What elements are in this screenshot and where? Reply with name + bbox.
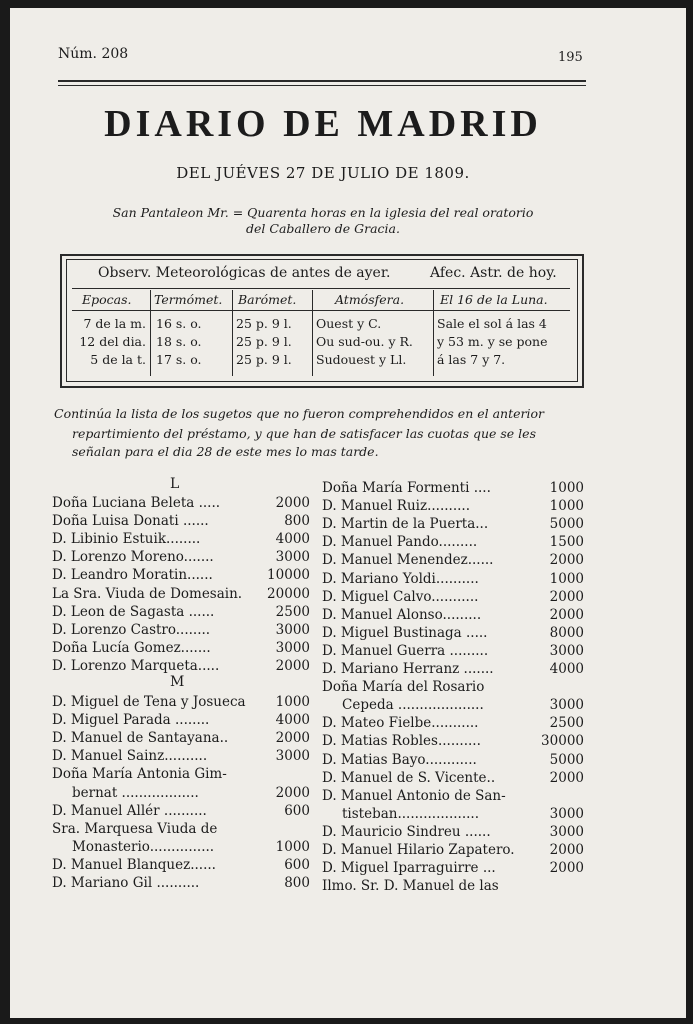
list-item-name: Doña Luisa Donati ...... [52, 513, 209, 530]
date-line: DEL JUÉVES 27 DE JULIO DE 1809. [176, 164, 470, 182]
list-item [322, 534, 584, 552]
weather-termo-2: 18 s. o. [156, 334, 202, 349]
list-item [52, 875, 310, 893]
list-item [322, 770, 584, 788]
list-item-amount: 2000 [549, 860, 584, 877]
list-item [52, 622, 310, 640]
list-item [52, 748, 310, 766]
list-item [52, 730, 310, 748]
weather-baro-2: 25 p. 9 l. [236, 334, 292, 349]
page-number: 195 [558, 50, 583, 65]
list-item-name: Doña María Formenti .... [322, 480, 491, 496]
list-item-name: D. Miguel de Tena y Josueca [52, 694, 246, 710]
list-item-name: D. Manuel Menendez...... [322, 552, 494, 569]
list-item [322, 697, 584, 715]
saint-line-2: del Caballero de Gracia. [246, 221, 400, 236]
list-item [322, 788, 584, 806]
list-item-name: D. Mariano Gil .......... [52, 875, 200, 891]
intro-line-2: repartimiento del préstamo, y que han de satisfacer las cuotas que se les [72, 426, 536, 441]
issue-number: Núm. 208 [58, 46, 129, 62]
header-rule-top [58, 80, 586, 82]
list-item [52, 803, 310, 821]
list-item-amount: 800 [284, 513, 310, 530]
list-item [322, 516, 584, 534]
list-item-amount: 1000 [275, 838, 310, 855]
list-item-name: D. Leandro Moratin...... [52, 567, 213, 584]
list-item-amount: 1000 [549, 498, 584, 515]
list-item [322, 661, 584, 679]
list-item-name: D. Matias Robles.......... [322, 733, 481, 750]
newspaper-page [10, 8, 686, 1018]
weather-heading-right: Afec. Astr. de hoy. [430, 265, 557, 281]
list-item-name: D. Manuel de S. Vicente.. [322, 769, 496, 786]
list-item-amount: 1000 [549, 570, 584, 587]
col-luna: El 16 de la Luna. [440, 292, 548, 307]
list-item [52, 604, 310, 622]
list-item [52, 694, 310, 712]
list-item-name: D. Matias Bayo............ [322, 751, 477, 768]
intro-line-1: Continúa la lista de los sugetos que no fueron comprehendidos en el anterior [54, 406, 544, 421]
list-item-amount: 800 [284, 875, 310, 891]
weather-termo-3: 17 s. o. [156, 352, 202, 367]
list-item-amount: 600 [284, 856, 310, 873]
list-item [322, 480, 584, 498]
list-item-name: Doña Luciana Beleta ..... [52, 495, 221, 511]
list-item-name: D. Lorenzo Marqueta..... [52, 657, 220, 674]
list-item-name: D. Mauricio Sindreu ...... [322, 823, 491, 840]
weather-atmos-2: Ou sud-ou. y R. [316, 334, 413, 349]
list-item-name: D. Mariano Herranz ....... [322, 661, 494, 677]
col-epocas: Epocas. [82, 292, 132, 307]
weather-column-rule [72, 310, 570, 311]
list-item-amount: 10000 [267, 567, 310, 584]
list-item-amount: 8000 [549, 624, 584, 641]
list-item [52, 857, 310, 875]
list-item-name: D. Leon de Sagasta ...... [52, 603, 215, 620]
list-item-name: D. Manuel Alonso......... [322, 606, 482, 623]
list-item [322, 643, 584, 661]
list-item [322, 715, 584, 733]
list-item-name: D. Manuel Blanquez...... [52, 856, 216, 873]
weather-atmos-3: Sudouest y Ll. [316, 352, 407, 367]
list-item [52, 839, 310, 857]
list-item [52, 640, 310, 658]
weather-col-divider-4 [433, 290, 434, 376]
list-item-name: D. Manuel Allér .......... [52, 802, 207, 819]
list-item-amount: 2000 [549, 769, 584, 786]
weather-col-divider-1 [150, 290, 151, 376]
list-item-name: D. Miguel Parada ........ [52, 712, 210, 729]
list-item-name: D. Manuel Hilario Zapatero. [322, 842, 515, 858]
list-item-name: tisteban................... [342, 805, 480, 822]
list-item-amount: 2000 [549, 588, 584, 605]
list-item [52, 821, 310, 839]
list-item-name: Sra. Marquesa Viuda de [52, 820, 218, 837]
list-item-name: D. Martin de la Puerta... [322, 516, 489, 533]
newspaper-title: DIARIO DE MADRID [104, 103, 542, 145]
list-item-amount: 4000 [275, 712, 310, 729]
list-item-amount: 2500 [549, 715, 584, 732]
weather-heading-rule [72, 288, 570, 289]
saint-line-1: San Pantaleon Mr. = Quarenta horas en la iglesia del real oratorio [112, 205, 534, 220]
list-item-name: D. Lorenzo Moreno....... [52, 549, 214, 566]
list-item-amount: 20000 [267, 585, 310, 602]
list-item-name: La Sra. Viuda de Domesain. [52, 585, 243, 602]
col-termomet: Termómet. [154, 292, 223, 307]
list-item-name: D. Mateo Fielbe........... [322, 715, 479, 732]
weather-col-divider-3 [312, 290, 313, 376]
list-item-amount: 2000 [275, 495, 310, 511]
list-item-amount: 5000 [549, 516, 584, 533]
list-item-amount: 2500 [275, 603, 310, 620]
list-item-name: Monasterio............... [72, 838, 215, 855]
list-item-amount: 1000 [549, 480, 584, 496]
list-item-amount: 3000 [275, 549, 310, 566]
list-item-amount: 3000 [549, 642, 584, 659]
list-item-name: D. Manuel Ruiz.......... [322, 498, 470, 515]
list-item-name: D. Manuel Sainz.......... [52, 748, 208, 765]
list-item-amount: 4000 [549, 661, 584, 677]
list-item [322, 625, 584, 643]
list-item-amount: 600 [284, 802, 310, 819]
list-item-name: Doña María del Rosario [322, 679, 485, 696]
list-item-name: D. Libinio Estuik........ [52, 531, 201, 548]
list-item [52, 513, 310, 531]
list-item [322, 733, 584, 751]
list-item-amount: 2000 [275, 657, 310, 674]
list-item-amount: 2000 [549, 842, 584, 858]
list-item-amount: 3000 [549, 823, 584, 840]
list-item [322, 679, 584, 697]
list-item-name: D. Miguel Bustinaga ..... [322, 624, 488, 641]
list-item-amount: 3000 [275, 639, 310, 656]
list-item-amount: 2000 [549, 552, 584, 569]
weather-termo-1: 16 s. o. [156, 316, 202, 331]
list-item-name: D. Mariano Yoldi.......... [322, 570, 479, 587]
list-item [52, 531, 310, 549]
header-rule-bottom [58, 85, 586, 86]
list-item-amount: 2000 [275, 784, 310, 801]
weather-epoca-3: 5 de la t. [90, 352, 146, 367]
list-item [52, 549, 310, 567]
list-item [322, 842, 584, 860]
list-item [322, 860, 584, 878]
list-item-amount: 2000 [549, 606, 584, 623]
list-item-amount: 5000 [549, 751, 584, 768]
weather-atmos-1: Ouest y C. [316, 316, 382, 331]
list-item-name: Doña María Antonia Gim- [52, 766, 227, 783]
list-item-amount: 3000 [549, 805, 584, 822]
list-item-amount: 3000 [275, 748, 310, 765]
list-item-name: Cepeda .................... [342, 697, 484, 714]
list-item-name: bernat .................. [72, 784, 199, 801]
list-item-amount: 30000 [541, 733, 584, 750]
section-letter-l: L [170, 476, 180, 492]
list-item-name: D. Manuel Antonio de San- [322, 787, 506, 804]
weather-heading-left: Observ. Meteorológicas de antes de ayer. [98, 265, 391, 281]
weather-epoca-1: 7 de la m. [83, 316, 146, 331]
astro-line-2: y 53 m. y se pone [437, 334, 548, 349]
list-item-amount: 3000 [549, 697, 584, 714]
list-item [52, 785, 310, 803]
list-item-amount: 3000 [275, 621, 310, 638]
list-item [52, 712, 310, 730]
list-item-amount: 4000 [275, 531, 310, 548]
weather-epoca-2: 12 del dia. [79, 334, 146, 349]
list-item [322, 607, 584, 625]
list-item-name: D. Lorenzo Castro........ [52, 621, 211, 638]
list-item [52, 495, 310, 513]
list-item [322, 824, 584, 842]
list-item-name: D. Miguel Iparraguirre ... [322, 860, 496, 877]
list-item [322, 806, 584, 824]
weather-baro-3: 25 p. 9 l. [236, 352, 292, 367]
col-baromet: Barómet. [238, 292, 297, 307]
list-item [322, 752, 584, 770]
list-item [322, 878, 584, 896]
list-item-name: Doña Lucía Gomez....... [52, 639, 211, 656]
astro-line-3: á las 7 y 7. [437, 352, 506, 367]
list-item [52, 586, 310, 604]
intro-line-3: señalan para el dia 28 de este mes lo mas tarde. [72, 444, 379, 459]
list-item [322, 498, 584, 516]
list-item [322, 552, 584, 570]
list-item-amount: 1500 [549, 534, 584, 551]
list-item [52, 766, 310, 784]
weather-col-divider-2 [232, 290, 233, 376]
list-item-name: D. Miguel Calvo........... [322, 588, 479, 605]
list-item-name: D. Manuel Guerra ......... [322, 642, 489, 659]
list-item [322, 589, 584, 607]
list-item [52, 567, 310, 585]
astro-line-1: Sale el sol á las 4 [437, 316, 547, 331]
list-item-name: Ilmo. Sr. D. Manuel de las [322, 878, 499, 895]
list-item-amount: 1000 [275, 694, 310, 710]
list-item [322, 571, 584, 589]
list-item-name: D. Manuel Pando......... [322, 534, 478, 551]
list-item-name: D. Manuel de Santayana.. [52, 730, 229, 747]
col-atmosfera: Atmósfera. [335, 292, 405, 307]
list-item-amount: 2000 [275, 730, 310, 747]
section-letter-m: M [170, 674, 185, 690]
weather-baro-1: 25 p. 9 l. [236, 316, 292, 331]
